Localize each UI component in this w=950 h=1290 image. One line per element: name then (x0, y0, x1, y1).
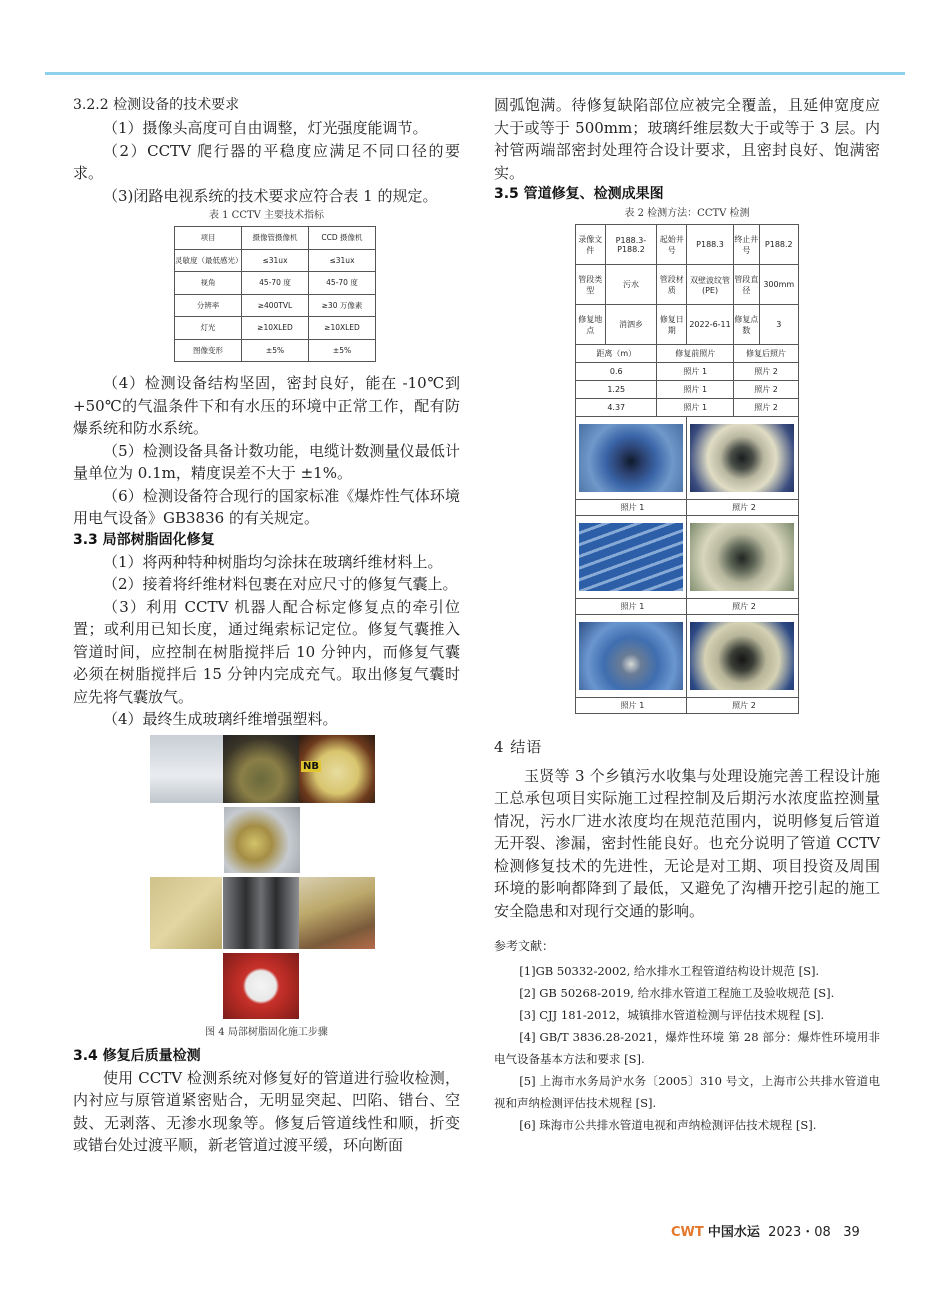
table-cell: P188.3-P188.2 (605, 225, 657, 265)
table-row (175, 339, 376, 362)
table-cell: P188.3 (687, 225, 734, 265)
reference-item: [2] GB 50268-2019, 给水排水管道工程施工及验收规范 [S]. (519, 986, 835, 1000)
table-row (576, 599, 799, 615)
table-cell: 污水 (605, 265, 657, 305)
table-cell: ±5% (309, 339, 376, 362)
table-cell: 灯光 (175, 317, 242, 340)
photo-label: 照片 1 (576, 500, 687, 516)
table-cell: 图像变形 (175, 339, 242, 362)
photo-label: 照片 2 (687, 698, 799, 714)
figure-4 (73, 731, 460, 1021)
table-cell: ≥10XLED (242, 317, 309, 340)
table2-caption: 表 2 检测方法：CCTV 检测 (624, 208, 750, 219)
table-cell: 300mm (759, 265, 798, 305)
photo-resin-bucket (299, 735, 375, 803)
table-header-cell: 摄像管摄像机 (242, 227, 309, 250)
table-cell: 视角 (175, 272, 242, 295)
table-header-cell: 项目 (175, 227, 242, 250)
figure-4-caption: 图 4 局部树脂固化施工步骤 (205, 1026, 328, 1038)
table-row (576, 225, 799, 265)
left-column (73, 94, 460, 1157)
table-cell: 45-70 度 (309, 272, 376, 295)
paragraph: 玉贤等 3 个乡镇污水收集与处理设施完善工程设计施工总承包项目实际施工过程控制及后期污水浓度监控测量情况，污水厂进水浓度均在规范范围内，说明修复后管道无开裂、渗漏，密封性能良好。也充分说明了管道 CCTV 检测修复技术的先进性，无论是对工期、项目投资及周围环境的影响都降到了最低，又避免了沟槽开挖引起的施工安全隐患和对现行交通的影响。 (494, 766, 880, 920)
table-row (576, 265, 799, 305)
table-cell: 照片 2 (734, 363, 799, 381)
photo-mixing-resin (224, 807, 300, 873)
section-heading-3-2-2: 3.2.2 检测设备的技术要求 (73, 97, 240, 113)
table-cell: 照片 1 (657, 363, 734, 381)
photo-label: 照片 2 (687, 599, 799, 615)
section-heading-4: 4 结语 (494, 738, 543, 756)
table-cell: 0.6 (576, 363, 657, 381)
reference-item: [4] GB/T 3836.28-2021，爆炸性环境 第 28 部分：爆炸性环境用非电气设备基本方法和要求 [S]. (494, 1030, 880, 1066)
table-row (175, 272, 376, 295)
table-cell (576, 417, 687, 500)
paragraph: （5）检测设备具备计数功能，电缆计数测量仪最低计量单位为 0.1m，精度误差不大于 ±1%。 (73, 441, 460, 482)
table-row (175, 227, 376, 250)
table-cell: 2022-6-11 (687, 305, 734, 345)
table-cell: 修复点数 (734, 305, 759, 345)
paragraph: 使用 CCTV 检测系统对修复好的管道进行验收检测，内衬应与原管道紧密贴合，无明显突起、凹陷、错台、空鼓、无剥落、无渗水现象等。修复后管道线性和顺，折变或错台处过渡平顺，新老管道过渡平缓，环向断面 (73, 1068, 460, 1154)
table-cell (687, 516, 799, 599)
reference-item: [6] 珠海市公共排水管道电视和声纳检测评估技术规程 [S]. (519, 1118, 817, 1132)
paragraph: （4）最终生成玻璃纤维增强塑料。 (103, 710, 338, 728)
photo-before-pipe (578, 423, 684, 493)
section-heading-3-5: 3.5 管道修复、检测成果图 (494, 186, 664, 202)
table-row (576, 381, 799, 399)
photo-wrapping-fiber (150, 877, 222, 949)
table-cell: 终止井号 (734, 225, 759, 265)
table-cell (687, 615, 799, 698)
table-cell: 修复日期 (657, 305, 687, 345)
photo-label: 照片 2 (687, 500, 799, 516)
table-row (576, 305, 799, 345)
reference-item: [3] CJJ 181-2012，城镇排水管道检测与评估技术规程 [S]. (519, 1008, 825, 1022)
table-header-cell: 修复前照片 (657, 345, 734, 363)
paragraph: （4）检测设备结构坚固，密封良好，能在 -10℃到 +50℃的气温条件下和有水压的环境中正常工作，配有防爆系统和防水系统。 (73, 374, 460, 437)
table-cell (576, 615, 687, 698)
table-cell: ≥10XLED (309, 317, 376, 340)
journal-name: 中国水运 (707, 1225, 760, 1240)
table-row (175, 294, 376, 317)
table-cell: ≥400TVL (242, 294, 309, 317)
table-cell: 管段材质 (657, 265, 687, 305)
reference-item: [5] 上海市水务局沪水务〔2005〕310 号文，上海市公共排水管道电视和声纳检测评估技术规程 [S]. (494, 1074, 880, 1110)
table-cell: 分辨率 (175, 294, 242, 317)
paragraph: （2）CCTV 爬行器的平稳度应满足不同口径的要求。 (73, 141, 460, 182)
table-row (576, 516, 799, 599)
table-header-cell: CCD 摄像机 (309, 227, 376, 250)
table-cell: ≤31ux (309, 249, 376, 272)
photo-after-pipe (689, 423, 795, 493)
table-cell (687, 417, 799, 500)
table-cell: 3 (759, 305, 798, 345)
table-cell: 双壁波纹管(PE) (687, 265, 734, 305)
paragraph: （1）将两种特种树脂均匀涂抹在玻璃纤维材料上。 (103, 552, 443, 571)
header-rule (45, 72, 905, 75)
photo-airbag-assembly (223, 877, 299, 949)
table-cell: 照片 1 (657, 381, 734, 399)
photo-fiberglass-mat (150, 735, 223, 803)
section-heading-3-4: 3.4 修复后质量检测 (73, 1047, 201, 1064)
table-row (175, 249, 376, 272)
right-column (494, 94, 880, 1136)
table-cell: 照片 2 (734, 381, 799, 399)
page-number: 39 (843, 1225, 860, 1240)
table-row (576, 399, 799, 417)
paragraph: （3）利用 CCTV 机器人配合标定修复点的牵引位置；或利用已知长度，通过绳索标记定位。修复气囊推入管道时间，应控制在树脂搅拌后 10 分钟内，而修复气囊必须在树脂搅拌后 15 分钟内完成充气。取出修复气囊时应先将气囊放气。 (73, 597, 460, 706)
photo-pressure-gauge (223, 953, 299, 1019)
table-cell: ≤31ux (242, 249, 309, 272)
photo-before-pipe (578, 621, 684, 691)
table-cell: 1.25 (576, 381, 657, 399)
paragraph: （2）接着将纤维材料包裹在对应尺寸的修复气囊上。 (103, 575, 458, 593)
table-cell: 消泗乡 (605, 305, 657, 345)
table1-caption: 表 1 CCTV 主要技术指标 (208, 210, 325, 221)
table-row (175, 317, 376, 340)
table-row (576, 615, 799, 698)
paragraph: （1）摄像头高度可自由调整，灯光强度能调节。 (103, 119, 428, 137)
table-row (576, 363, 799, 381)
references-title: 参考文献： (494, 939, 555, 953)
table-cell: P188.2 (759, 225, 798, 265)
table-cell: 录像文件 (576, 225, 606, 265)
table-cell: 照片 1 (657, 399, 734, 417)
table-cell: 灵敏度（最低感光） (175, 249, 242, 272)
table-row (576, 345, 799, 363)
photo-after-pipe (689, 621, 795, 691)
photo-label: 照片 1 (576, 599, 687, 615)
table-cell: 4.37 (576, 399, 657, 417)
table-cell: 照片 2 (734, 399, 799, 417)
table-cell: ≥30 万像素 (309, 294, 376, 317)
photo-label: 照片 1 (576, 698, 687, 714)
bucket-label-text: NB (303, 760, 319, 772)
table-cell: ±5% (242, 339, 309, 362)
photo-airbag-wrapped (299, 877, 375, 949)
issue-number: 2023・08 (768, 1225, 831, 1240)
table-cell (576, 516, 687, 599)
reference-item: [1]GB 50332-2002, 给水排水工程管道结构设计规范 [S]. (519, 964, 820, 978)
paragraph: （6）检测设备符合现行的国家标准《爆炸性气体环境用电气设备》GB3836 的有关规定。 (73, 486, 460, 527)
table-cell: 管段类型 (576, 265, 606, 305)
table1 (174, 226, 376, 362)
table-header-cell: 修复后照片 (734, 345, 799, 363)
photo-after-pipe (689, 522, 795, 592)
section-heading-3-3: 3.3 局部树脂固化修复 (73, 531, 215, 548)
table-header-cell: 距离（m） (576, 345, 657, 363)
table2 (575, 224, 799, 714)
journal-logo: CWT (671, 1225, 704, 1240)
table-cell: 起始井号 (657, 225, 687, 265)
photo-before-pipe (578, 522, 684, 592)
paragraph: （3)闭路电视系统的技术要求应符合表 1 的规定。 (103, 186, 438, 205)
page-footer (671, 1221, 860, 1240)
table-row (576, 417, 799, 500)
table-cell: 修复地点 (576, 305, 606, 345)
table-cell: 管段直径 (734, 265, 759, 305)
table-cell: 45-70 度 (242, 272, 309, 295)
photo-measuring-cup (223, 735, 299, 803)
table-row (576, 698, 799, 714)
table-row (576, 500, 799, 516)
paragraph: 圆弧饱满。待修复缺陷部位应被完全覆盖，且延伸宽度应大于或等于 500mm；玻璃纤维层数大于或等于 3 层。内衬管两端部密封处理符合设计要求，且密封良好、饱满密实。 (494, 96, 880, 182)
